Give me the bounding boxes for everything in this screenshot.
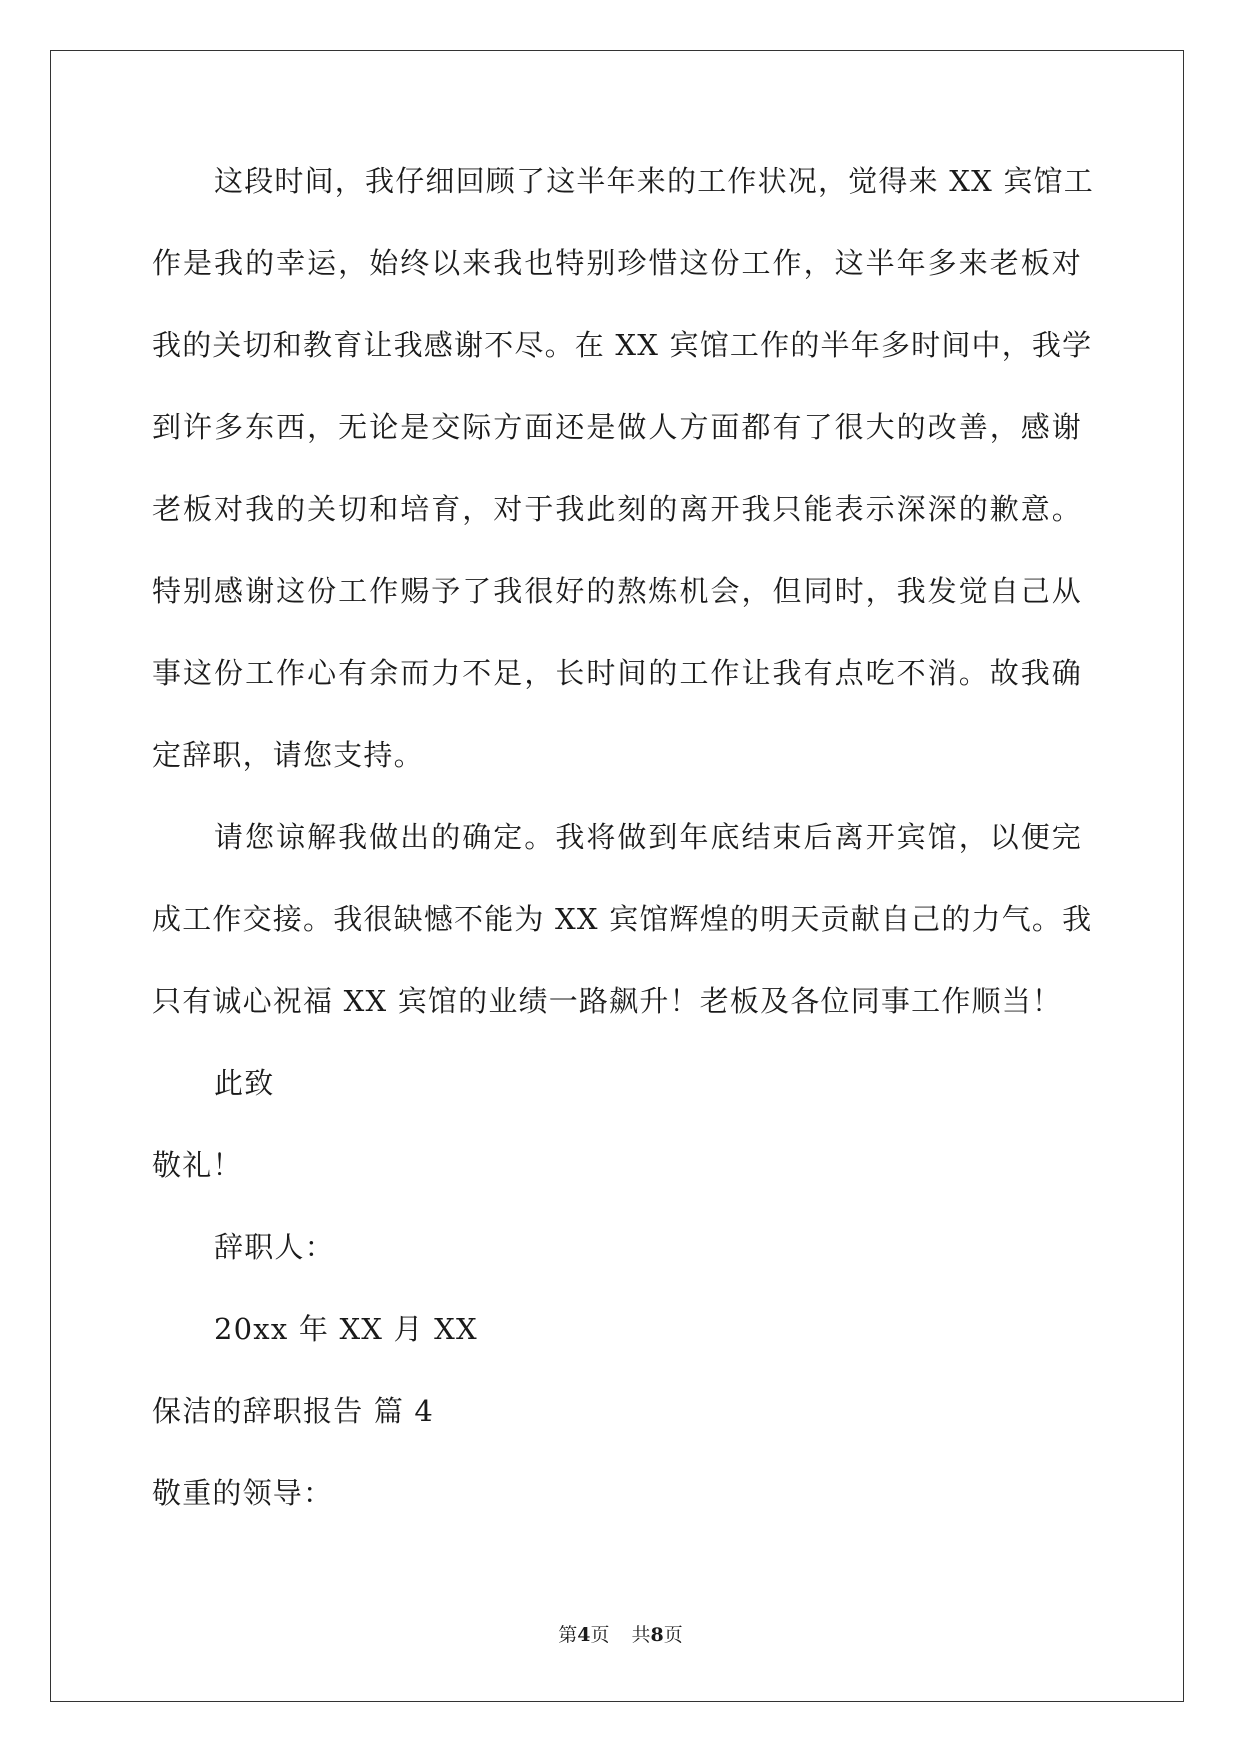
paragraph-2-line-3: 只有诚心祝福 XX 宾馆的业绩一路飙升！老板及各位同事工作顺当！ xyxy=(152,984,1063,1018)
total-suffix: 页 xyxy=(663,1624,683,1646)
signature-label: 辞职人： xyxy=(214,1230,335,1264)
closing-salutation: 此致 xyxy=(214,1066,275,1100)
page-suffix: 页 xyxy=(590,1624,610,1646)
page-footer xyxy=(0,1620,1241,1647)
paragraph-1-line-2: 作是我的幸运，始终以来我也特别珍惜这份工作，这半年多来老板对 xyxy=(152,246,1082,280)
greeting-line: 敬重的领导： xyxy=(152,1476,334,1510)
total-prefix: 共 xyxy=(631,1624,651,1646)
page-number-total: 8 xyxy=(650,1624,664,1646)
paragraph-2-line-2: 成工作交接。我很缺憾不能为 XX 宾馆辉煌的明天贡献自己的力气。我 xyxy=(152,902,1093,936)
closing-regards: 敬礼！ xyxy=(152,1148,243,1182)
paragraph-1-line-5: 老板对我的关切和培育，对于我此刻的离开我只能表示深深的歉意。 xyxy=(152,492,1082,526)
paragraph-1-line-3: 我的关切和教育让我感谢不尽。在 XX 宾馆工作的半年多时间中，我学 xyxy=(152,328,1093,362)
paragraph-1-line-4: 到许多东西，无论是交际方面还是做人方面都有了很大的改善，感谢 xyxy=(152,410,1082,444)
document-body xyxy=(152,160,1094,1554)
paragraph-1-line-7: 事这份工作心有余而力不足，长时间的工作让我有点吃不消。故我确 xyxy=(152,656,1082,690)
page-number-current: 4 xyxy=(577,1624,591,1646)
paragraph-1-line-8: 定辞职，请您支持。 xyxy=(152,738,424,772)
date-line: 20xx 年 XX 月 XX xyxy=(214,1312,478,1346)
page-prefix: 第 xyxy=(558,1624,578,1646)
paragraph-1-line-6: 特别感谢这份工作赐予了我很好的熬炼机会，但同时，我发觉自己从 xyxy=(152,574,1082,608)
paragraph-2-line-1: 请您谅解我做出的确定。我将做到年底结束后离开宾馆，以便完 xyxy=(214,820,1082,854)
paragraph-1-line-1: 这段时间，我仔细回顾了这半年来的工作状况，觉得来 XX 宾馆工 xyxy=(214,164,1094,198)
section-heading: 保洁的辞职报告 篇 4 xyxy=(152,1394,435,1428)
